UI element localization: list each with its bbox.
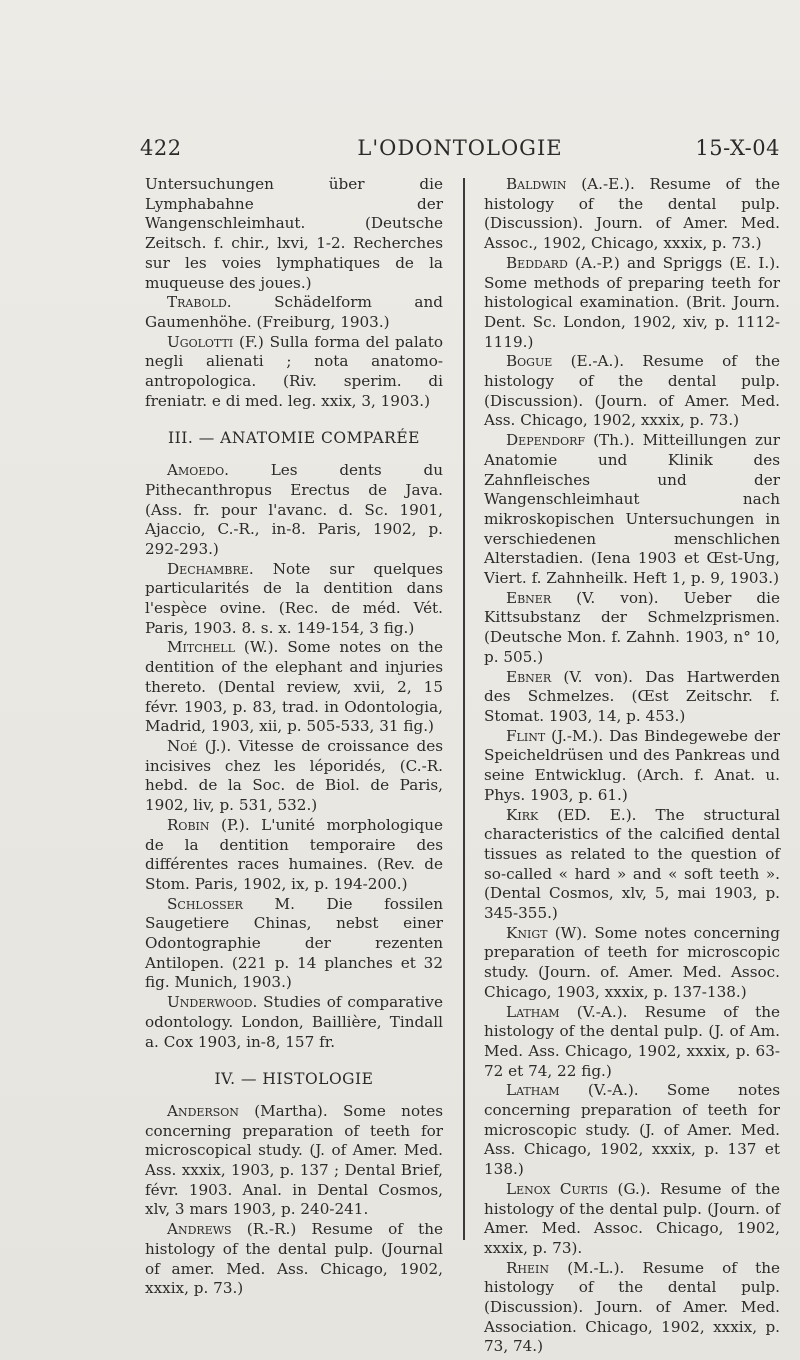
bibliography-entry bbox=[145, 1102, 443, 1220]
bibliography-entry bbox=[145, 816, 443, 895]
bibliography-entry bbox=[145, 333, 443, 412]
entry-author: Kirk bbox=[506, 805, 539, 824]
entry-text: (F.) Sulla forma del palato negli alienati ; nota anatomo-antropologica. (Riv. sperim. di freniatr. e di med. leg. xxix, 3, 1903.) bbox=[145, 332, 443, 410]
entry-author: Bogue bbox=[506, 352, 553, 371]
entry-author: Anderson bbox=[167, 1101, 239, 1120]
entry-author: Beddard bbox=[506, 253, 568, 272]
bibliography-entry bbox=[484, 1081, 780, 1180]
bibliography-entry bbox=[145, 293, 443, 332]
entry-text: Note sur quelques particularités de la dentition dans l'espèce ovine. (Rec. de méd. Vét. Paris, 1903. 8. s. x. 149-154, 3 fig.) bbox=[145, 559, 443, 637]
section-heading: III. — ANATOMIE COMPARÉE bbox=[168, 429, 420, 448]
entry-author: Ebner bbox=[506, 667, 552, 686]
running-header bbox=[140, 136, 780, 166]
entry-text: (W.). Some notes on the dentition of the elephant and injuries thereto. (Dental review, xvii, 2, 15 févr. 1903, p. 83, trad. in Odontologia, Madrid, 1903, xii, p. 505-533, 31 fig.) bbox=[145, 638, 443, 736]
entry-author: Rhein bbox=[506, 1258, 550, 1277]
entry-author: Mitchell bbox=[167, 638, 235, 657]
entry-text: (A.-E.). Resume of the histology of the dental pulp. (Discussion). Journ. of Amer. Med. Assoc., 1902, Chicago, xxxix, p. 73.) bbox=[484, 175, 780, 253]
bibliography-entry bbox=[484, 806, 780, 924]
bibliography-entry bbox=[484, 589, 780, 668]
bibliography-entry bbox=[484, 1180, 780, 1259]
entry-text: (J.). Vitesse de croissance des incisives chez les léporidés, (C.-R. hebd. de la Soc. de Biol. de Paris, 1902, liv, p. 531, 532.) bbox=[145, 736, 443, 815]
entry-text: (V. von). Das Hartwerden des Schmelzes. (Œst Zeitschr. f. Stomat. 1903, 14, p. 453.) bbox=[484, 667, 780, 725]
bibliography-entry bbox=[484, 924, 780, 1003]
entry-author: Lenox Curtis bbox=[506, 1179, 609, 1198]
entry-text: (Martha). Some notes concerning preparation of teeth for microscopical study. (J. of Amer. Med. Ass. xxxix, 1903, p. 137 ; Dental Brief, févr. 1903. Anal. in Dental Cosmos, xlv, 3 mars 1903, p. 240-241. bbox=[145, 1101, 443, 1219]
entry-text: (V. von). Ueber die Kittsubstanz der Schmelzprismen. (Deutsche Mon. f. Zahnh. 1903, n° 10, p. 505.) bbox=[484, 588, 780, 666]
bibliography-entry bbox=[145, 1220, 443, 1299]
entry-text: (ED. E.). The structural characteristics of the calcified dental tissues as related to the question of so-called « hard » and « soft teeth ». (Dental Cosmos, xlv, 5, mai 1903, p. 345-355.) bbox=[484, 805, 780, 923]
bibliography-entry bbox=[484, 668, 780, 727]
entry-author: Knigt bbox=[506, 923, 548, 942]
entry-author: Noé bbox=[167, 736, 198, 755]
entry-text: (Th.). Mitteillungen zur Anatomie und Klinik des Zahnfleisches und der Wangenschleimhaut nach mikroskopischen Untersuchungen in verschiedenen menschlichen Alterstadien. (Iena 1903 et Œst-Ung, Viert. f. Zahnheilk. Heft 1, p. 9, 1903.) bbox=[484, 431, 780, 588]
bibliography-entry bbox=[145, 560, 443, 639]
column-divider bbox=[463, 178, 465, 1240]
entry-text: Studies of comparative odontology. London, Baillière, Tindall a. Cox 1903, in-8, 157 fr. bbox=[145, 993, 443, 1051]
entry-author: Flint bbox=[506, 726, 546, 745]
entry-author: Trabold. bbox=[167, 293, 232, 312]
entry-text: Schädelform and Gaumenhöhe. (Freiburg, 1903.) bbox=[145, 293, 443, 331]
entry-author: Baldwin bbox=[506, 175, 567, 193]
issue-date: 15-X-04 bbox=[695, 136, 780, 160]
bibliography-entry bbox=[484, 431, 780, 589]
bibliography-entry bbox=[484, 1003, 780, 1082]
bibliography-entry bbox=[484, 352, 780, 431]
entry-text: (E.-A.). Resume of the histology of the dental pulp. (Discussion). (Journ. of Amer. Med. Ass. Chicago, 1902, xxxix, p. 73.) bbox=[484, 352, 780, 430]
entry-text: (G.). Resume of the histology of the dental pulp. (Journ. of Amer. Med. Assoc. Chicago, 1902, xxxix, p. 73). bbox=[484, 1179, 781, 1257]
page-number: 422 bbox=[140, 136, 182, 160]
entry-author: Latham bbox=[506, 1002, 560, 1021]
bibliography-entry bbox=[484, 175, 780, 254]
continued-entry: Untersuchungen über die Lymphabahne der Wangenschleimhaut. (Deutsche Zeitsch. f. chir., lxvi, 1-2. Recherches sur les voies lymphatiques de la muqueuse des joues.) bbox=[145, 175, 443, 292]
entry-author: Ugolotti bbox=[167, 332, 234, 351]
journal-title: L'ODONTOLOGIE bbox=[357, 136, 563, 160]
entry-text: (V.-A.). Some notes concerning preparation of teeth for microscopic study. (J. of Amer. Med. Ass. Chicago, 1902, xxxix, p. 137 et 138.) bbox=[484, 1081, 780, 1179]
bibliography-entry bbox=[145, 737, 443, 816]
entry-text: (P.). L'unité morphologique de la dentition temporaire des différentes races humaines. (Rev. de Stom. Paris, 1902, ix, p. 194-200.) bbox=[145, 815, 443, 893]
entry-author: Amoedo. bbox=[167, 461, 229, 480]
left-column bbox=[145, 175, 443, 1299]
entry-text: (W). Some notes concerning preparation of teeth for microscopic study. (Journ. of. Amer. Med. Assoc. Chicago, 1903, xxxix, p. 137-138.) bbox=[484, 923, 780, 1001]
entry-text: (J.-M.). Das Bindegewebe der Speicheldrüsen und des Pankreas und seine Entwicklug. (Arch. f. Anat. u. Phys. 1903, p. 61.) bbox=[484, 726, 780, 804]
entry-text: Les dents du Pithecanthropus Erectus de Java. (Ass. fr. pour l'avanc. d. Sc. 1901, Ajaccio, C.-R., in-8. Paris, 1902, p. 292-293.) bbox=[145, 461, 443, 558]
entry-text: (R.-R.) Resume of the histology of the dental pulp. (Journal of amer. Med. Ass. Chicago, 1902, xxxix, p. 73.) bbox=[145, 1220, 443, 1298]
entry-author: Dependorf bbox=[506, 431, 586, 450]
entry-author: Schlosser bbox=[167, 894, 243, 913]
bibliography-entry bbox=[145, 993, 443, 1052]
section-heading: IV. — HISTOLOGIE bbox=[214, 1070, 374, 1089]
bibliography-entry bbox=[484, 254, 780, 353]
bibliography-entry bbox=[484, 727, 780, 806]
bibliography-entry bbox=[145, 895, 443, 994]
entry-text: (V.-A.). Resume of the histology of the dental pulp. (J. of Am. Med. Ass. Chicago, 1902, xxxix, p. 63-72 et 74, 22 fig.) bbox=[484, 1002, 780, 1080]
bibliography-entry bbox=[145, 638, 443, 737]
bibliography-entry bbox=[484, 1259, 780, 1358]
entry-author: Underwood. bbox=[167, 993, 258, 1012]
entry-author: Robin bbox=[167, 815, 210, 834]
entry-text: (A.-P.) and Spriggs (E. I.). Some methods of preparing teeth for histological examination. (Brit. Journ. Dent. Sc. London, 1902, xiv, p. 1112-1119.) bbox=[484, 253, 780, 351]
right-column bbox=[484, 175, 780, 1357]
entry-text: M. Die fossilen Saugetiere Chinas, nebst einer Odontographie der rezenten Antilopen. (221 p. 14 planches et 32 fig. Munich, 1903.) bbox=[145, 894, 443, 992]
entry-author: Andrews bbox=[167, 1220, 232, 1239]
bibliography-entry bbox=[145, 461, 443, 560]
entry-author: Dechambre. bbox=[167, 559, 254, 578]
entry-author: Latham bbox=[506, 1081, 560, 1100]
entry-text: (M.-L.). Resume of the histology of the dental pulp. (Discussion). Journ. of Amer. Med. Association. Chicago, 1902, xxxix, p. 73, 74.) bbox=[484, 1258, 780, 1356]
entry-author: Ebner bbox=[506, 588, 552, 607]
